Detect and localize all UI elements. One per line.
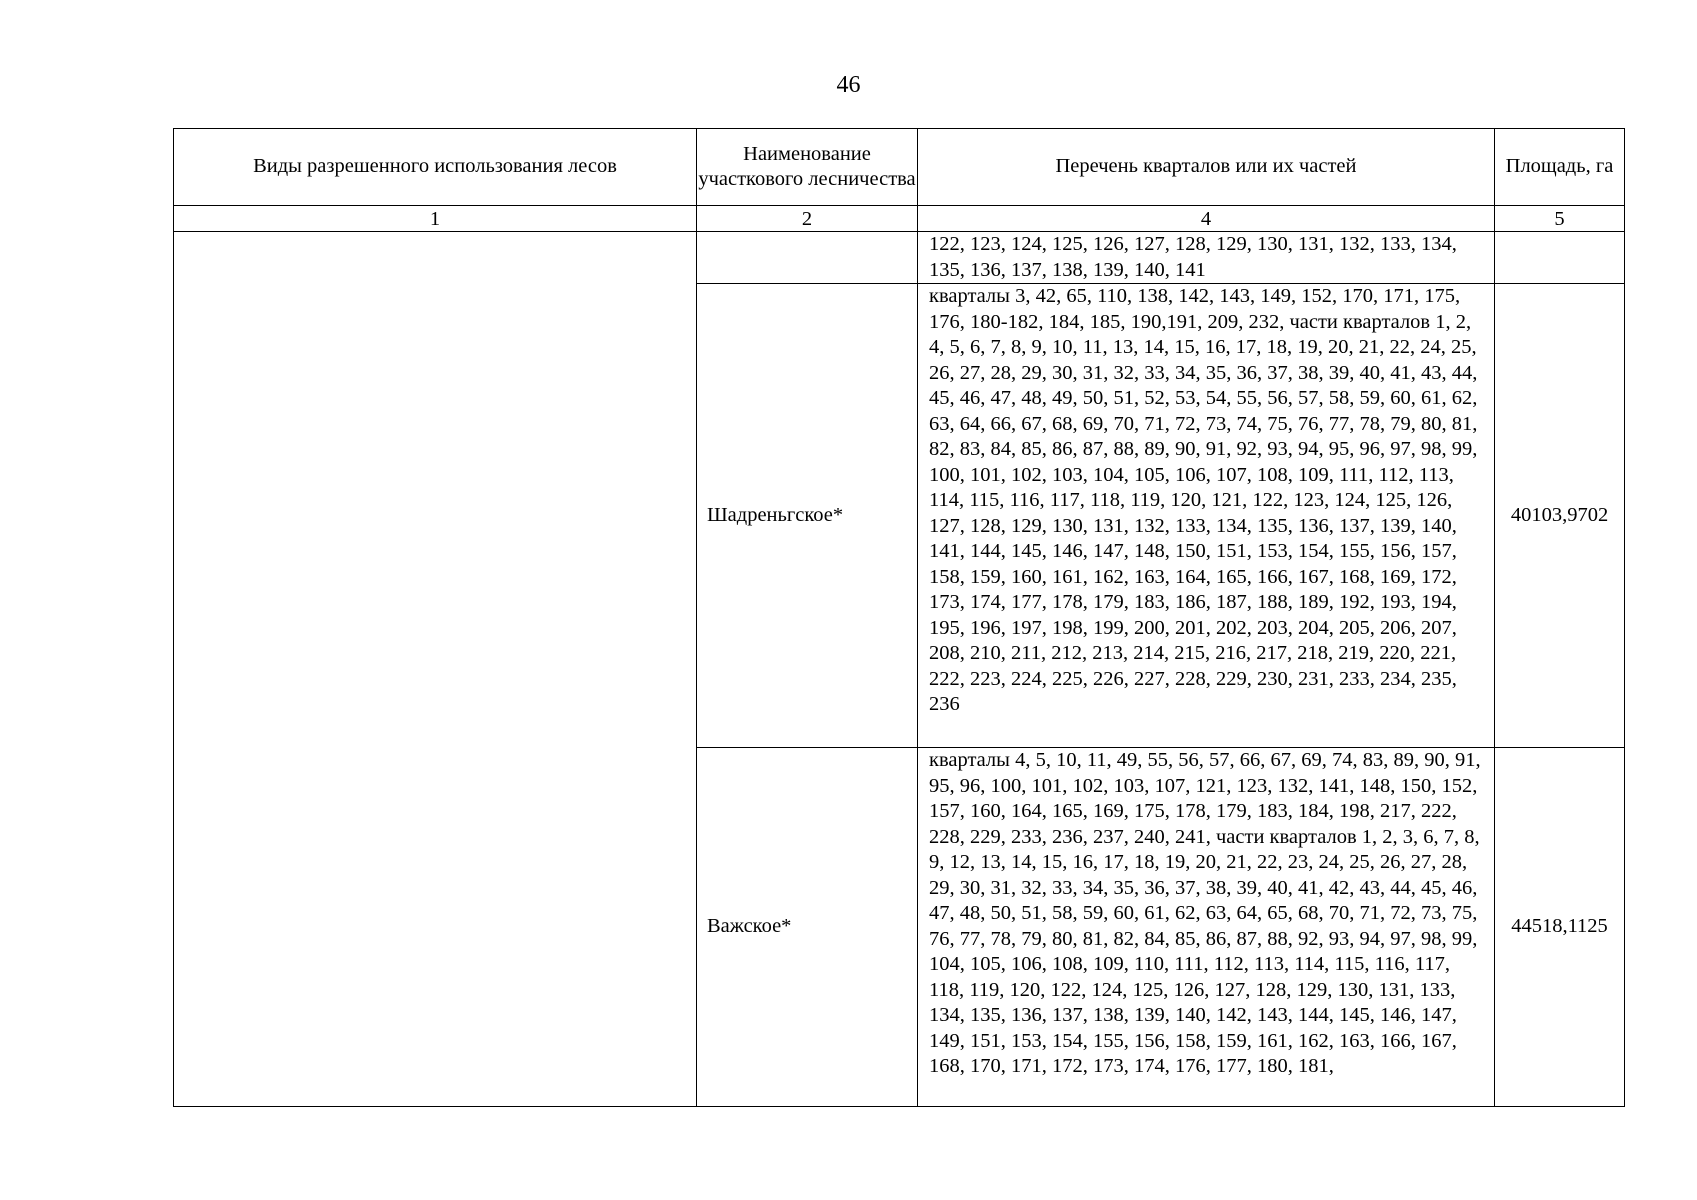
forest-quarters-table xyxy=(173,128,1625,1107)
forestry-name-cell: Важское* xyxy=(697,748,918,1107)
area-cell: 40103,9702 xyxy=(1495,284,1625,748)
quarters-list-cell: 122, 123, 124, 125, 126, 127, 128, 129, 130, 131, 132, 133, 134, 135, 136, 137, 138, 139, 140, 141 xyxy=(918,232,1495,284)
page-number: 46 xyxy=(836,72,861,98)
forestry-name-cell xyxy=(697,232,918,284)
column-number: 1 xyxy=(174,206,697,232)
column-number: 2 xyxy=(697,206,918,232)
header-usage-types: Виды разрешенного использования лесов xyxy=(174,129,697,206)
area-cell xyxy=(1495,232,1625,284)
column-number-row xyxy=(174,206,1625,232)
area-cell: 44518,1125 xyxy=(1495,748,1625,1107)
usage-type-cell xyxy=(174,232,697,1107)
quarters-list-cell: кварталы 4, 5, 10, 11, 49, 55, 56, 57, 66, 67, 69, 74, 83, 89, 90, 91, 95, 96, 100, 101, 102, 103, 107, 121, 123, 132, 141, 148, 150, 152, 157, 160, 164, 165, 169, 175, 178, 179, 183, 184, 198, 217, 222, 228, 229, 233, 236, 237, 240, 241, части кварталов 1, 2, 3, 6, 7, 8, 9, 12, 13, 14, 15, 16, 17, 18, 19, 20, 21, 22, 23, 24, 25, 26, 27, 28, 29, 30, 31, 32, 33, 34, 35, 36, 37, 38, 39, 40, 41, 42, 43, 44, 45, 46, 47, 48, 50, 51, 58, 59, 60, 61, 62, 63, 64, 65, 68, 70, 71, 72, 73, 75, 76, 77, 78, 79, 80, 81, 82, 84, 85, 86, 87, 88, 92, 93, 94, 97, 98, 99, 104, 105, 106, 108, 109, 110, 111, 112, 113, 114, 115, 116, 117, 118, 119, 120, 122, 124, 125, 126, 127, 128, 129, 130, 131, 133, 134, 135, 136, 137, 138, 139, 140, 142, 143, 144, 145, 146, 147, 149, 151, 153, 154, 155, 156, 158, 159, 161, 162, 163, 166, 167, 168, 170, 171, 172, 173, 174, 176, 177, 180, 181, xyxy=(918,748,1495,1107)
column-number: 5 xyxy=(1495,206,1625,232)
column-number: 4 xyxy=(918,206,1495,232)
table-header-row xyxy=(174,129,1625,206)
forestry-name-cell: Шадреньгское* xyxy=(697,284,918,748)
quarters-list-cell: кварталы 3, 42, 65, 110, 138, 142, 143, 149, 152, 170, 171, 175, 176, 180-182, 184, 185, 190,191, 209, 232, части кварталов 1, 2, 4, 5, 6, 7, 8, 9, 10, 11, 13, 14, 15, 16, 17, 18, 19, 20, 21, 22, 24, 25, 26, 27, 28, 29, 30, 31, 32, 33, 34, 35, 36, 37, 38, 39, 40, 41, 43, 44, 45, 46, 47, 48, 49, 50, 51, 52, 53, 54, 55, 56, 57, 58, 59, 60, 61, 62, 63, 64, 66, 67, 68, 69, 70, 71, 72, 73, 74, 75, 76, 77, 78, 79, 80, 81, 82, 83, 84, 85, 86, 87, 88, 89, 90, 91, 92, 93, 94, 95, 96, 97, 98, 99, 100, 101, 102, 103, 104, 105, 106, 107, 108, 109, 111, 112, 113, 114, 115, 116, 117, 118, 119, 120, 121, 122, 123, 124, 125, 126, 127, 128, 129, 130, 131, 132, 133, 134, 135, 136, 137, 139, 140, 141, 144, 145, 146, 147, 148, 150, 151, 153, 154, 155, 156, 157, 158, 159, 160, 161, 162, 163, 164, 165, 166, 167, 168, 169, 172, 173, 174, 177, 178, 179, 183, 186, 187, 188, 189, 192, 193, 194, 195, 196, 197, 198, 199, 200, 201, 202, 203, 204, 205, 206, 207, 208, 210, 211, 212, 213, 214, 215, 216, 217, 218, 219, 220, 221, 222, 223, 224, 225, 226, 227, 228, 229, 230, 231, 233, 234, 235, 236 xyxy=(918,284,1495,748)
table-row xyxy=(174,232,1625,284)
header-quarters-list: Перечень кварталов или их частей xyxy=(918,129,1495,206)
header-forestry-name: Наименование участкового лесничества xyxy=(697,129,918,206)
header-area: Площадь, га xyxy=(1495,129,1625,206)
